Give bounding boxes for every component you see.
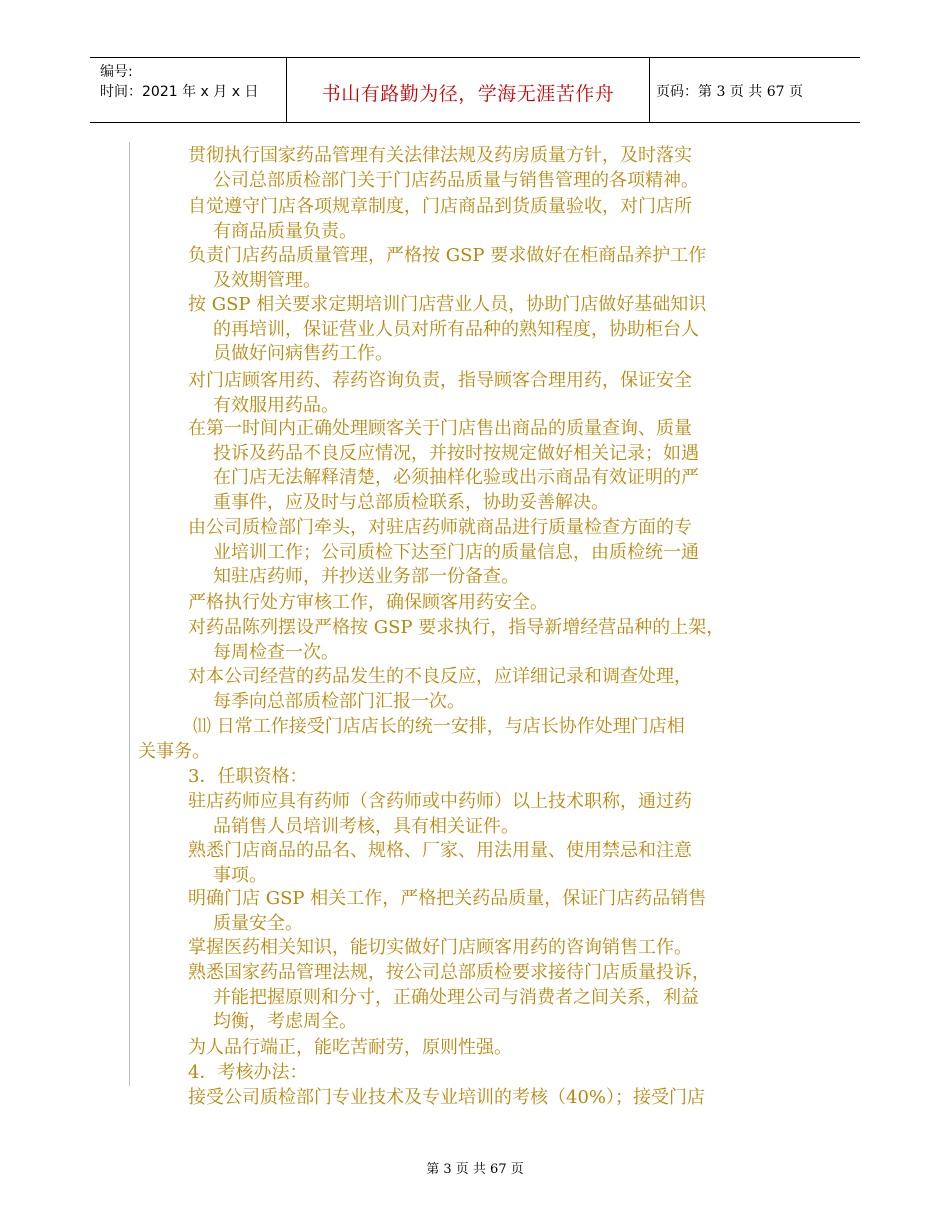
text-line: 及效期管理。 xyxy=(213,269,321,291)
text-line: 对药品陈列摆设严格按 GSP 要求执行，指导新增经营品种的上架， xyxy=(188,617,725,638)
text-line: 由公司质检部门牵头，对驻店药师就商品进行质量检查方面的专 xyxy=(188,517,692,538)
text-line: 知驻店药师，并抄送业务部一份备查。 xyxy=(213,566,519,587)
duty-item xyxy=(138,715,685,764)
text-line: 均衡，考虑周全。 xyxy=(213,1011,357,1032)
text-line: 在门店无法解释清楚，必须抽样化验或出示商品有效证明的严 xyxy=(213,467,699,488)
text-line: 有效服用药品。 xyxy=(213,394,339,416)
text-line: 质量安全。 xyxy=(213,912,303,934)
qualification-item xyxy=(188,1036,512,1061)
text-line: 业培训工作；公司质检下达至门店的质量信息，由质检统一通 xyxy=(213,541,699,563)
duty-item xyxy=(188,195,692,244)
text-line: 接受公司质检部门专业技术及专业培训的考核（40%）；接受门店 xyxy=(188,1087,706,1108)
duty-item xyxy=(188,369,692,418)
text-line: 掌握医药相关知识，能切实做好门店顾客用药的咨询销售工作。 xyxy=(188,937,692,958)
qualification-item xyxy=(188,936,692,961)
text-line: 投诉及药品不良反应情况，并按时按规定做好相关记录；如遇 xyxy=(213,442,699,464)
text-line: 严格执行处方审核工作，确保顾客用药安全。 xyxy=(188,592,548,613)
section-heading: 3．任职资格： xyxy=(188,766,308,787)
text-line: 事项。 xyxy=(213,864,267,886)
duty-item xyxy=(188,616,724,665)
text-line: 每季向总部质检部门汇报一次。 xyxy=(213,690,465,712)
text-line: 品销售人员培训考核，具有相关证件。 xyxy=(213,815,519,837)
text-line: 每周检查一次。 xyxy=(213,641,339,663)
duty-item xyxy=(188,417,699,515)
duty-item xyxy=(188,144,699,193)
text-line: 为人品行端正，能吃苦耐劳，原则性强。 xyxy=(188,1037,512,1058)
text-line: 并能把握原则和分寸，正确处理公司与消费者之间关系，利益 xyxy=(213,986,699,1008)
duty-item xyxy=(188,591,548,616)
page-footer: 第 3 页 共 67 页 xyxy=(426,1162,524,1177)
text-line: 对门店顾客用药、荐药咨询负责，指导顾客合理用药，保证安全 xyxy=(188,370,692,391)
header-page-cell xyxy=(648,58,860,122)
text-line: 熟悉国家药品管理法规，按公司总部质检要求接待门店质量投诉， xyxy=(188,962,710,983)
duty-item xyxy=(188,516,699,590)
text-line: 在第一时间内正确处理顾客关于门店售出商品的质量查询、质量 xyxy=(188,418,692,439)
section-heading: 4．考核办法： xyxy=(188,1062,308,1083)
qualification-item xyxy=(188,887,706,936)
text-line: 关事务。 xyxy=(138,740,210,762)
text-line: 自觉遵守门店各项规章制度，门店商品到货质量验收，对门店所 xyxy=(188,196,692,217)
text-line: 明确门店 GSP 相关工作，严格把关药品质量，保证门店药品销售 xyxy=(188,888,707,909)
left-margin-rule xyxy=(129,142,130,1086)
header-meta xyxy=(90,58,286,122)
text-line: 对本公司经营的药品发生的不良反应，应详细记录和调查处理， xyxy=(188,666,692,687)
text-line: 按 GSP 相关要求定期培训门店营业人员，协助门店做好基础知识 xyxy=(188,294,707,315)
text-line: ⑾ 日常工作接受门店店长的统一安排，与店长协作处理门店相 xyxy=(193,716,685,737)
text-line: 熟悉门店商品的品名、规格、厂家、用法用量、使用禁忌和注意 xyxy=(188,840,692,861)
qualification-item xyxy=(188,790,692,839)
text-line: 的再培训，保证营业人员对所有品种的熟知程度，协助柜台人 xyxy=(213,318,699,340)
text-line: 驻店药师应具有药师（含药师或中药师）以上技术职称，通过药 xyxy=(188,791,692,812)
text-line: 贯彻执行国家药品管理有关法律法规及药房质量方针，及时落实 xyxy=(188,145,692,166)
text-line: 公司总部质检部门关于门店药品质量与销售管理的各项精神。 xyxy=(213,169,699,191)
header-motto: 书山有路勤为径，学海无涯苦作舟 xyxy=(321,83,615,105)
duty-item xyxy=(188,244,706,293)
text-line: 重事件，应及时与总部质检联系，协助妥善解决。 xyxy=(213,491,609,513)
qualification-item xyxy=(188,839,692,888)
assessment-item xyxy=(188,1086,705,1111)
page-header xyxy=(90,57,860,123)
header-motto-cell xyxy=(286,58,650,122)
duty-item xyxy=(188,293,706,367)
text-line: 员做好问病售药工作。 xyxy=(213,343,393,364)
text-line: 负责门店药品质量管理，严格按 GSP 要求做好在柜商品养护工作 xyxy=(188,245,707,266)
text-line: 有商品质量负责。 xyxy=(213,220,357,242)
qualification-item xyxy=(188,961,710,1035)
duty-item xyxy=(188,665,692,714)
code-label: 编号: xyxy=(100,64,133,80)
time-label: 时间：2021 年 x 月 x 日 xyxy=(100,84,259,100)
header-page-number: 页码：第 3 页 共 67 页 xyxy=(656,84,803,100)
